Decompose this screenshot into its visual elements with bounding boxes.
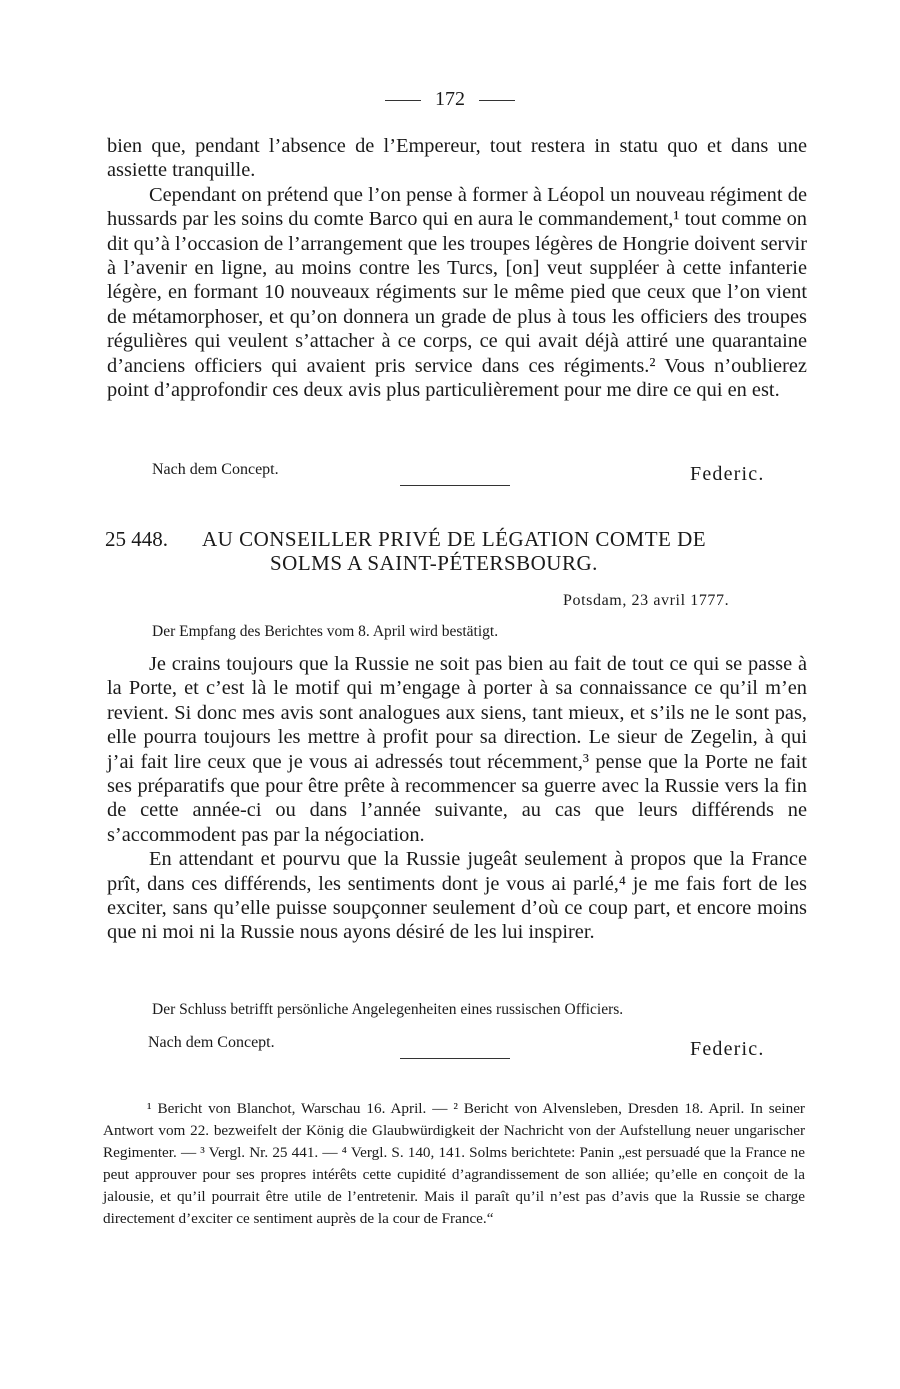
- section1-paragraph-1: bien que, pendant l’absence de l’Empereur, tout restera in statu quo et dans une assiette tranquille.: [107, 135, 807, 182]
- signature: Federic.: [690, 463, 765, 485]
- letter-body: [107, 652, 807, 945]
- letter-title-line-1: AU CONSEILLER PRIVÉ DE LÉGATION COMTE DE: [202, 527, 707, 551]
- header-rule-left: [385, 100, 421, 101]
- letter-summary-top: Der Empfang des Berichtes vom 8. April wird bestätigt.: [152, 623, 499, 640]
- letter-summary-bottom: Der Schluss betrifft persönliche Angelegenheiten eines russischen Officiers.: [152, 1001, 624, 1018]
- concept-note: Nach dem Concept.: [152, 461, 279, 478]
- letter-paragraph-1: Je crains toujours que la Russie ne soit pas bien au fait de tout ce qui se passe à la Porte, et c’est là le motif qui m’engage à porter à sa connaissance ce qu’il m’en revient. Si donc mes avis sont analogues aux siens, tant mieux, et s’ils ne le sont pas, elle pourra toujours les mettre à profit pour sa direction. Le sieur de Zegelin, à qui j’ai fait lire ceux que je vous ai adressés tout récemment,³ pense que la Porte ne fait ses préparatifs que pour être prête à recommencer sa guerre avec la Russie vers la fin de cette année-ci ou dans l’année suivante, au cas que leurs différends ne s’accommodent pas par la négociation.: [107, 653, 807, 846]
- header-rule-right: [479, 100, 515, 101]
- footnotes-text: ¹ Bericht von Blanchot, Warschau 16. April. — ² Bericht von Alvensleben, Dresden 18. April. In seiner Antwort vom 22. bezweifelt der König die Glaubwürdigkeit der Nachricht von der Aufstellung neuer ungarischer Regimenter. — ³ Vergl. Nr. 25 441. — ⁴ Vergl. S. 140, 141. Solms berichtete: Panin „est persuadé que la France ne peut approuver pour ses propres intérêts cette cupidité d’agrandissement de son alliée; qu’elle en conçoit de la jalousie, et qu’il pourrait être utile de l’entretenir. Mais il paraît qu’il n’est pas d’avis que la Russie se charge directement d’exciter ce sentiment auprès de la cour de France.“: [103, 1100, 805, 1227]
- letter-concept-note: Nach dem Concept.: [148, 1034, 275, 1051]
- footnotes: [103, 1098, 805, 1230]
- letter-signature: Federic.: [690, 1038, 765, 1060]
- letter-number: 25 448.: [105, 527, 168, 551]
- closing-rule: [400, 485, 510, 486]
- section1-paragraph-2: Cependant on prétend que l’on pense à former à Léopol un nouveau régiment de hussards par les soins du comte Barco qui en aura le commandement,¹ tout comme on dit qu’à l’occasion de l’arrangement que les troupes légères de Hongrie doivent servir à l’avenir en ligne, au moins contre les Turcs, [on] veut suppléer à cette infanterie légère, en formant 10 nouveaux régiments sur le même pied que ceux que l’on vient de métamorphoser, et qu’on donnera un grade de plus à tous les officiers des troupes régulières qui veulent s’attacher à ce corps, ce qui avait déjà attiré une quarantaine d’anciens officiers qui avaient pris service dans ces régiments.² Vous n’oublierez point d’approfondir ces deux avis plus particulièrement pour me dire ce qui en est.: [107, 183, 807, 402]
- page-number: 172: [435, 88, 465, 110]
- section1-body: [107, 134, 807, 402]
- page-header: [0, 88, 900, 111]
- letter-closing-rule: [400, 1058, 510, 1059]
- letter-title-line-2: SOLMS A SAINT-PÉTERSBOURG.: [270, 551, 598, 575]
- letter-dateline: Potsdam, 23 avril 1777.: [563, 592, 730, 609]
- letter-paragraph-2: En attendant et pourvu que la Russie jugeât seulement à propos que la France prît, dans ces différends, les sentiments dont je vous ai parlé,⁴ je me fais fort de les exciter, sans qu’elle puisse soupçonner seulement d’où ce coup part, et encore moins que ni moi ni la Russie nous ayons désiré de les lui inspirer.: [107, 848, 807, 944]
